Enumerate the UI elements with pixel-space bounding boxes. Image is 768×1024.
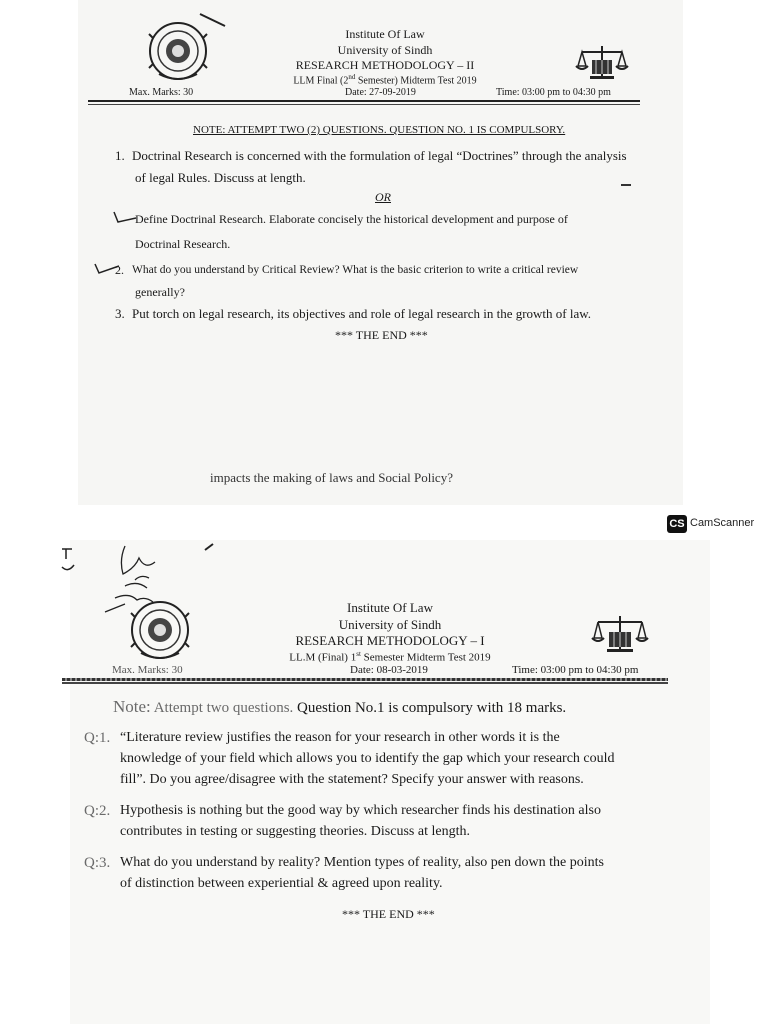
header-rule — [88, 100, 640, 102]
exam-date: Date: 08-03-2019 — [350, 664, 428, 676]
header-rule-secondary — [88, 104, 640, 105]
question-1-line-3: fill”. Do you agree/disagree with the statement? Specify your answer with reasons. — [120, 772, 584, 787]
end-marker: *** THE END *** — [335, 328, 428, 342]
question-3-line-1: What do you understand by reality? Mention types of reality, also pen down the points — [120, 855, 604, 870]
question-1-line-1: Doctrinal Research is concerned with the formulation of legal “Doctrines” through the analysis — [132, 148, 627, 163]
test-title: LLM Final (2nd Semester) Midterm Test 2019 — [293, 73, 477, 87]
end-marker: *** THE END *** — [342, 907, 435, 921]
question-1-number: 1. — [115, 148, 125, 163]
question-3-line-2: of distinction between experiential & agreed upon reality. — [120, 876, 443, 891]
pen-mark — [58, 545, 78, 575]
institute-name: Institute Of Law — [345, 27, 425, 41]
question-1-number: Q:1. — [84, 730, 111, 746]
question-2-number: Q:2. — [84, 803, 111, 819]
max-marks: Max. Marks: 30 — [129, 87, 194, 98]
institute-name: Institute Of Law — [347, 600, 433, 615]
test-title: LL.M (Final) 1st Semester Midterm Test 2019 — [289, 650, 491, 664]
header-rule — [62, 678, 668, 681]
university-name: University of Sindh — [337, 43, 433, 57]
exam-date: Date: 27-09-2019 — [345, 87, 416, 98]
course-title: RESEARCH METHODOLOGY – II — [295, 58, 475, 72]
question-1-line-2: of legal Rules. Discuss at length. — [135, 170, 306, 185]
question-1b-line-1: Define Doctrinal Research. Elaborate concisely the historical development and purpose of — [135, 212, 568, 226]
exam-time: Time: 03:00 pm to 04:30 pm — [512, 664, 639, 676]
question-1-line-2: knowledge of your field which allows you to identify the gap which your research could — [120, 751, 615, 766]
question-3-number: Q:3. — [84, 855, 111, 871]
exam-instructions: NOTE: ATTEMPT TWO (2) QUESTIONS. QUESTION NO. 1 IS COMPULSORY. — [193, 124, 566, 136]
question-2-line-1: What do you understand by Critical Review? What is the basic criterion to write a critical review — [132, 264, 579, 276]
scales-of-justice-icon — [574, 42, 630, 82]
or-separator: OR — [375, 190, 391, 204]
course-title: RESEARCH METHODOLOGY – I — [295, 633, 485, 648]
max-marks: Max. Marks: 30 — [112, 664, 183, 676]
university-seal-icon — [127, 597, 193, 663]
question-2-line-2: contributes in testing or suggesting theories. Discuss at length. — [120, 824, 470, 839]
stray-mark — [620, 180, 634, 191]
university-seal-icon — [145, 18, 211, 84]
question-2-number: 2. — [115, 263, 124, 277]
exam-instructions: Note: Attempt two questions. Question No.1 is compulsory with 18 marks. — [113, 697, 567, 716]
question-2-line-1: Hypothesis is nothing but the good way by which researcher finds his destination also — [120, 803, 601, 818]
question-1b-line-2: Doctrinal Research. — [135, 237, 231, 251]
question-3-number: 3. — [115, 306, 125, 321]
question-1-line-1: “Literature review justifies the reason for your research in other words it is the — [120, 730, 560, 745]
question-2-line-2: generally? — [135, 285, 185, 299]
question-3-line-1: Put torch on legal research, its objectives and role of legal research in the growth of law. — [132, 306, 592, 321]
scales-of-justice-icon — [590, 612, 650, 656]
bleed-through-text: impacts the making of laws and Social Policy? — [210, 470, 453, 485]
exam-time: Time: 03:00 pm to 04:30 pm — [496, 87, 611, 98]
university-name: University of Sindh — [338, 617, 442, 632]
camscanner-label: CamScanner — [690, 517, 755, 529]
header-rule-secondary — [62, 682, 668, 684]
camscanner-logo: CS — [667, 515, 687, 533]
